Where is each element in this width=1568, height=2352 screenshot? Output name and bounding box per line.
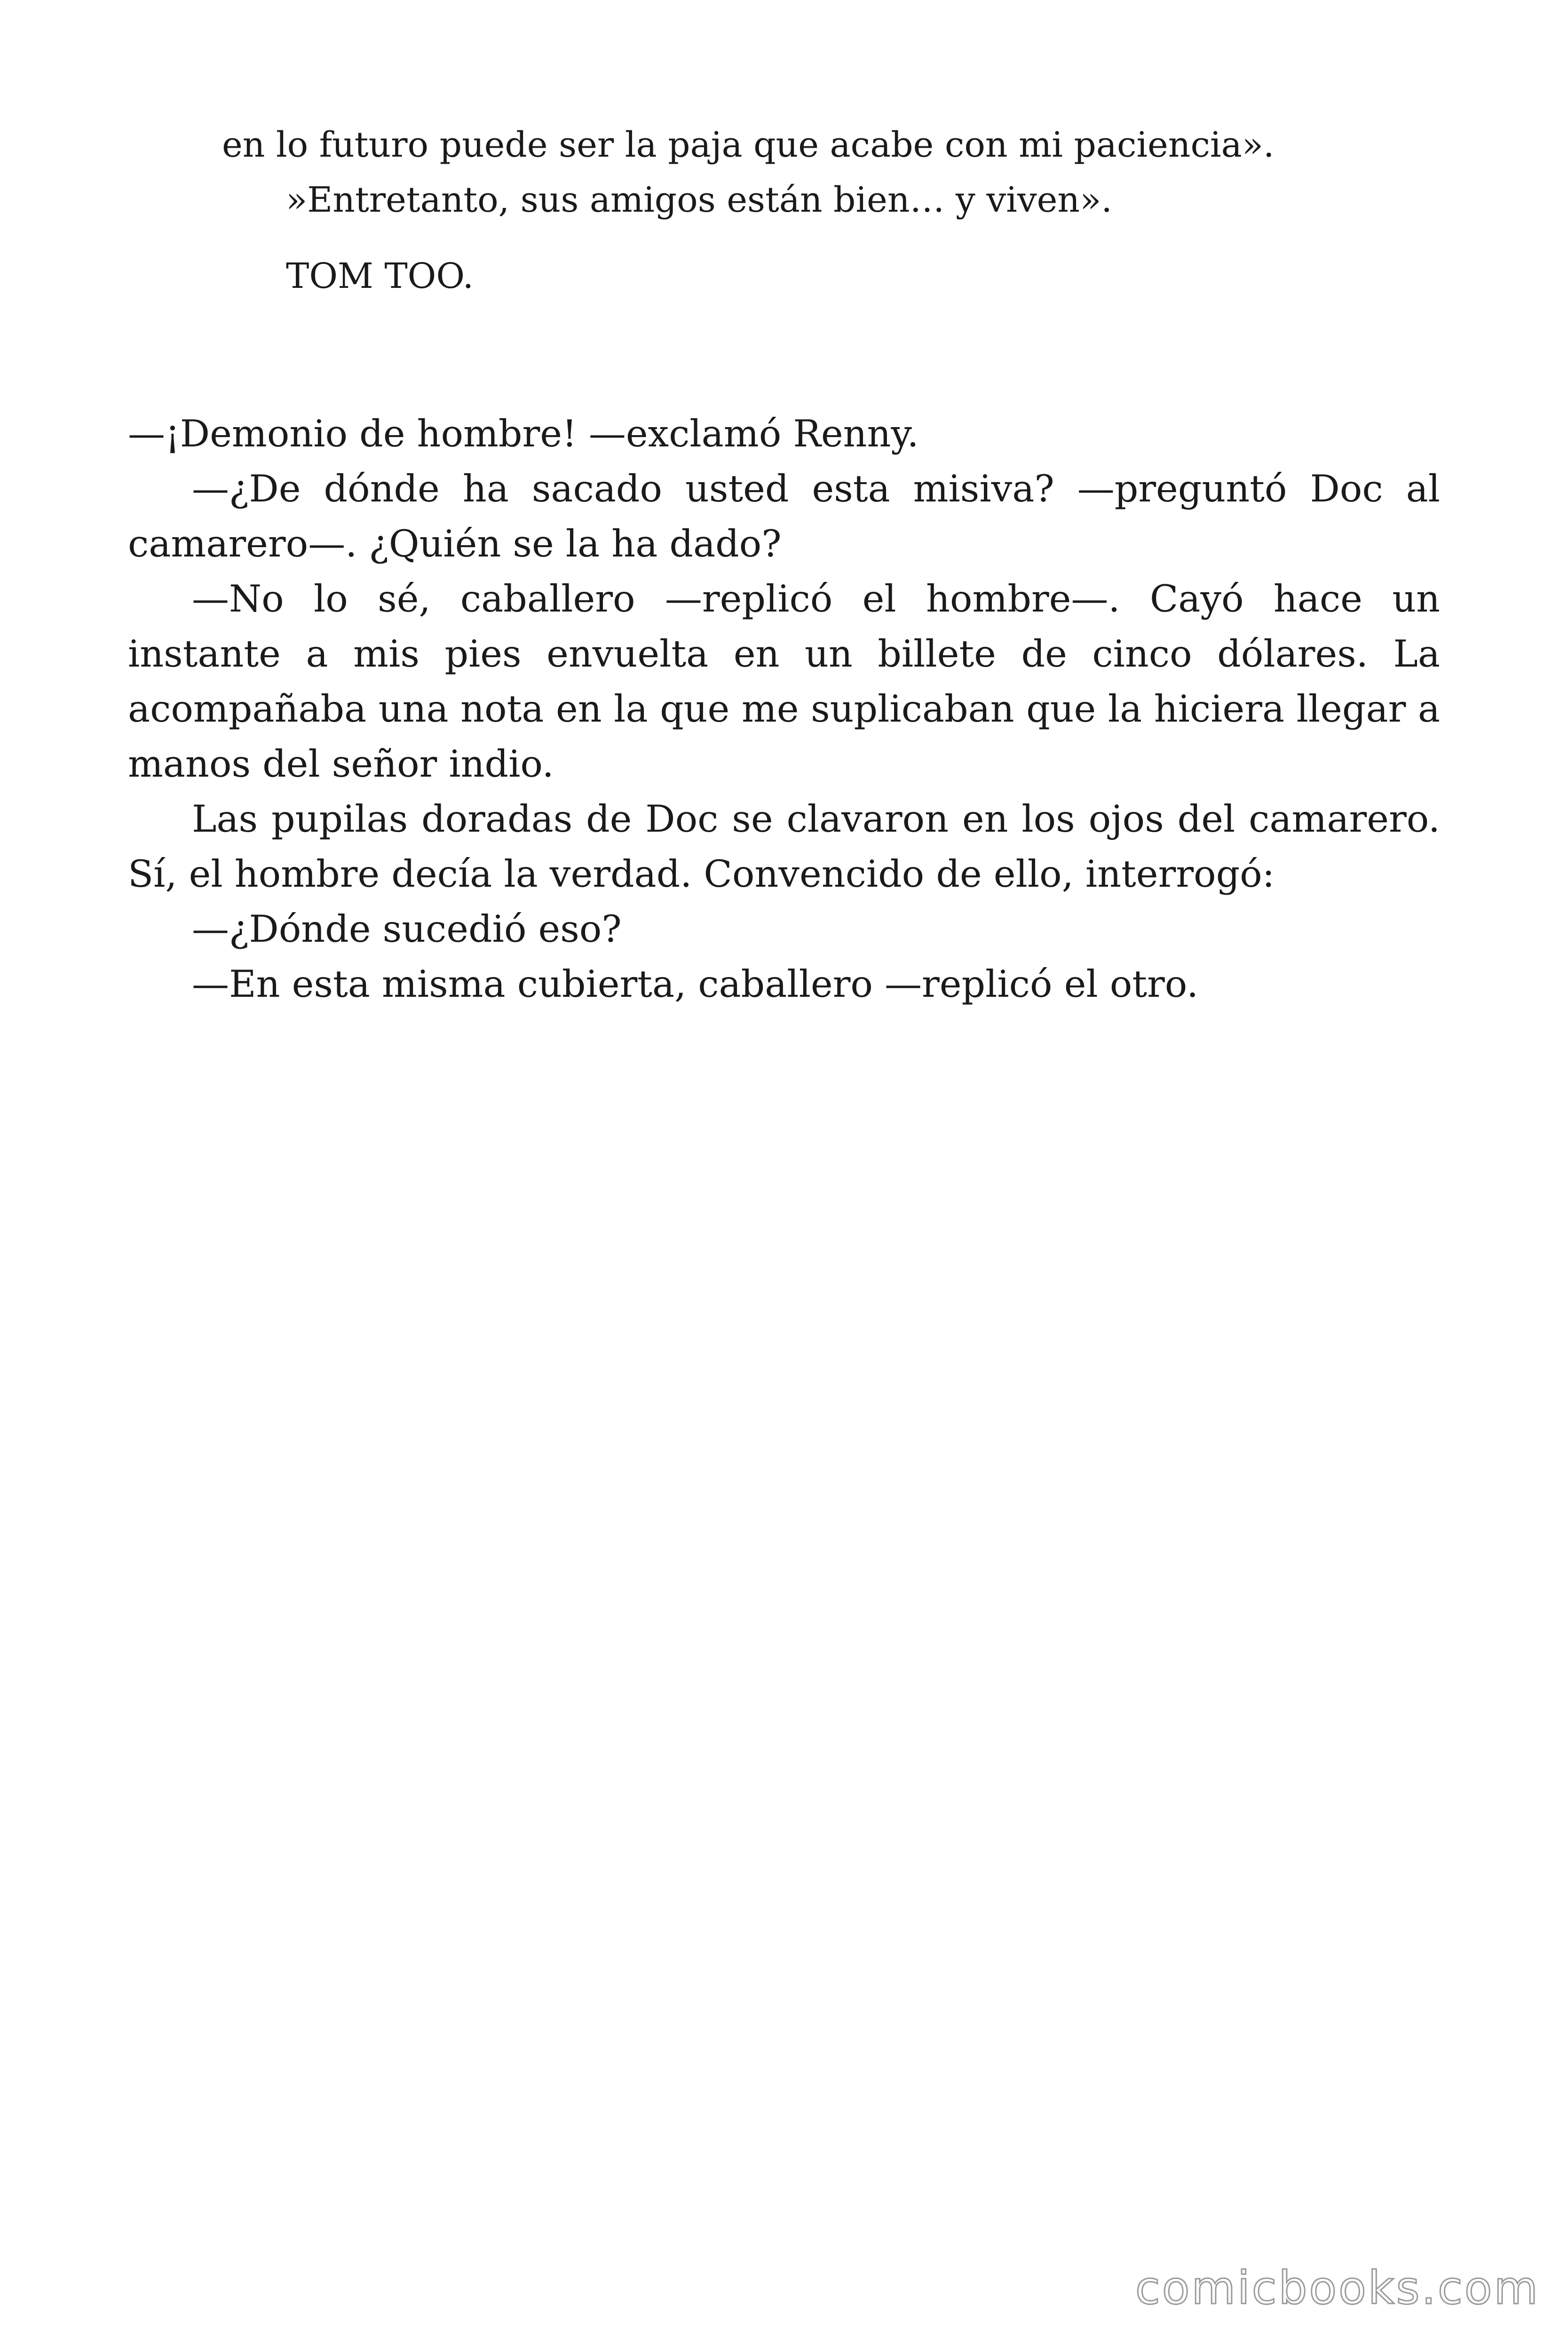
paragraph: —¿De dónde ha sacado usted esta misiva? —preguntó Doc al camarero—. ¿Quién se la ha dado? [128, 467, 1440, 565]
letter-line: en lo futuro puede ser la paja que acabe con mi paciencia». [222, 125, 1275, 165]
paragraph: —¡Demonio de hombre! —exclamó Renny. [128, 412, 919, 455]
paragraph: Las pupilas doradas de Doc se clavaron en los ojos del camarero. Sí, el hombre decía la verdad. Convencido de ello, interrogó: [128, 797, 1440, 896]
watermark-logo: comicbooks.com [1135, 2262, 1540, 2314]
book-page [128, 118, 1440, 1012]
letter-signature: TOM TOO. [286, 256, 474, 296]
paragraph: —¿Dónde sucedió eso? [192, 907, 622, 951]
quoted-letter [222, 118, 1440, 304]
paragraph: —En esta misma cubierta, caballero —replicó el otro. [192, 962, 1199, 1006]
letter-line: »Entretanto, sus amigos están bien… y viven». [286, 180, 1112, 220]
paragraph: —No lo sé, caballero —replicó el hombre—. Cayó hace un instante a mis pies envuelta en un billete de cinco dólares. La acompañaba una nota en la que me suplicaban que la hiciera llegar a manos del señor indio. [128, 577, 1440, 786]
body-text [128, 406, 1440, 1012]
